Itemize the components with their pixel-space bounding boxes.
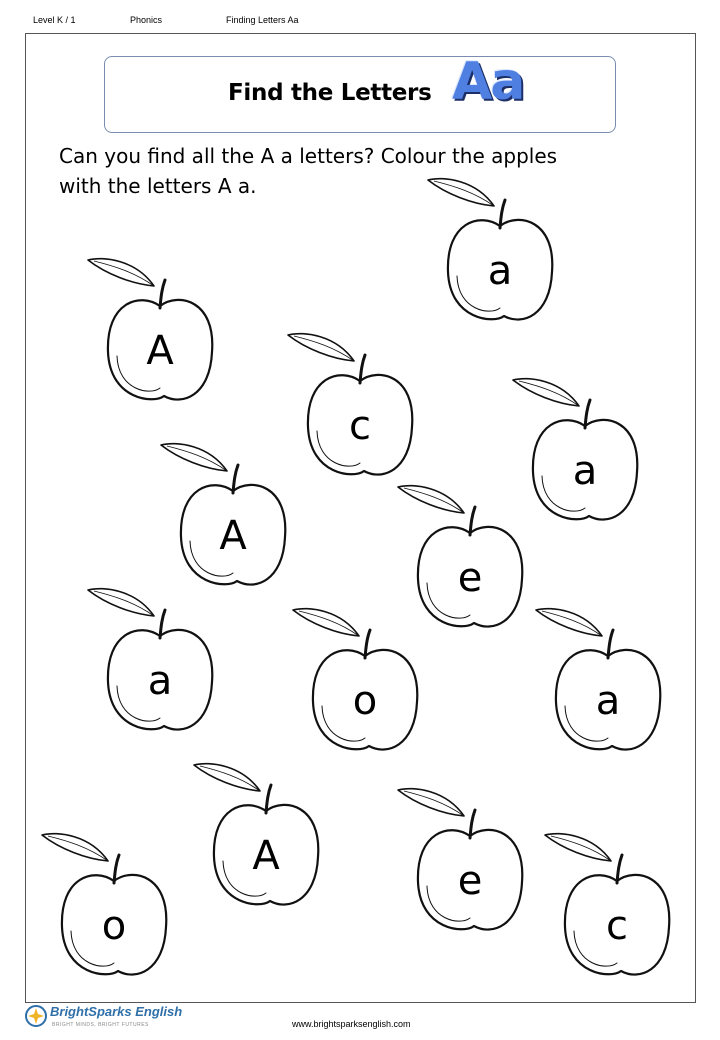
apple-letter: c bbox=[349, 403, 371, 449]
instruction-line-1: Can you find all the A a letters? Colour the apples bbox=[59, 144, 558, 168]
apple-9[interactable] bbox=[536, 609, 660, 750]
instruction-line-2: with the letters A a. bbox=[59, 174, 257, 198]
apple-3[interactable] bbox=[288, 334, 412, 475]
apple-leaf bbox=[513, 379, 579, 406]
apple-leaf bbox=[545, 834, 611, 861]
apple-letter: a bbox=[595, 678, 621, 724]
apple-leaf bbox=[88, 589, 154, 616]
header-subject: Phonics bbox=[130, 15, 163, 25]
apple-letter: A bbox=[252, 833, 280, 879]
apple-leaf bbox=[42, 834, 108, 861]
apple-leaf bbox=[88, 259, 154, 286]
header-level: Level K / 1 bbox=[33, 15, 76, 25]
apple-letter: e bbox=[457, 555, 483, 601]
brand-tagline: BRIGHT MINDS, BRIGHT FUTURES bbox=[52, 1022, 149, 1028]
title-letters: Aa bbox=[452, 52, 524, 112]
apple-leaf bbox=[161, 444, 227, 471]
apple-letter: o bbox=[101, 903, 127, 949]
apple-4[interactable] bbox=[513, 379, 637, 520]
apple-6[interactable] bbox=[398, 486, 522, 627]
apple-10[interactable] bbox=[194, 764, 318, 905]
apple-letter: o bbox=[352, 678, 378, 724]
apple-11[interactable] bbox=[398, 789, 522, 930]
apple-leaf bbox=[428, 179, 494, 206]
apple-leaf bbox=[536, 609, 602, 636]
apple-5[interactable] bbox=[161, 444, 285, 585]
apple-leaf bbox=[293, 609, 359, 636]
brand-name: BrightSparks English bbox=[50, 1004, 183, 1019]
apple-13[interactable] bbox=[545, 834, 669, 975]
apple-letter: a bbox=[147, 658, 173, 704]
apple-8[interactable] bbox=[293, 609, 417, 750]
apple-letter: a bbox=[487, 248, 513, 294]
apple-letter: a bbox=[572, 448, 598, 494]
apple-leaf bbox=[398, 789, 464, 816]
apple-1[interactable] bbox=[428, 179, 552, 320]
apple-leaf bbox=[288, 334, 354, 361]
apple-leaf bbox=[398, 486, 464, 513]
apple-7[interactable] bbox=[88, 589, 212, 730]
header-topic: Finding Letters Aa bbox=[226, 15, 299, 25]
apple-letter: e bbox=[457, 858, 483, 904]
apple-letter: A bbox=[146, 328, 174, 374]
apple-leaf bbox=[194, 764, 260, 791]
apple-2[interactable] bbox=[88, 259, 212, 400]
page-title: Find the Letters bbox=[228, 80, 432, 106]
apple-letter: c bbox=[606, 903, 628, 949]
apple-letter: A bbox=[219, 513, 247, 559]
apple-12[interactable] bbox=[42, 834, 166, 975]
brand-logo-icon bbox=[24, 1004, 48, 1028]
footer-url[interactable]: www.brightsparksenglish.com bbox=[292, 1019, 411, 1029]
